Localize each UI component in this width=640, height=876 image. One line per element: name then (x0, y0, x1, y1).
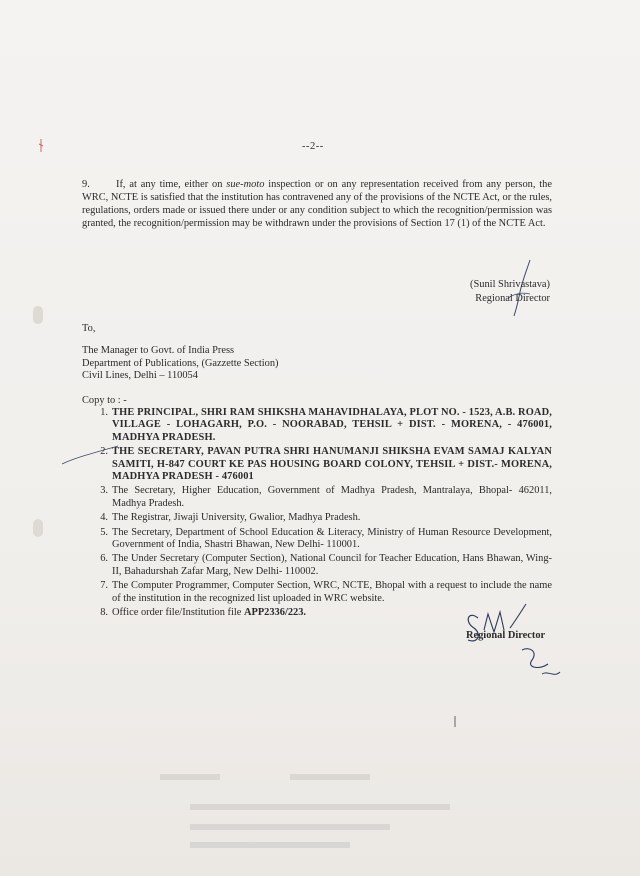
list-item-number: 3. (100, 485, 108, 497)
list-item-text: THE PRINCIPAL, SHRI RAM SHIKSHA MAHAVIDHALAYA, PLOT NO. - 1523, A.B. ROAD, VILLAGE - LOHAGARH, P.O. - NOORABAD, TEHSIL + DIST. - MORENA, - 476001, MADHYA PRADESH. (112, 407, 552, 443)
clause-9 (82, 178, 552, 230)
closing-signatory-title: Regional Director (466, 630, 546, 641)
address-line: Department of Publications, (Gazzette Section) (82, 357, 279, 369)
list-item-text: The Computer Programmer, Computer Section, WRC, NCTE, Bhopal with a request to include the name of the institution in the recognized list uploaded in WRC website. (112, 580, 552, 604)
page-number: --2-- (302, 141, 324, 152)
list-item-number: 2. (100, 446, 108, 458)
margin-mark (450, 714, 460, 730)
list-item (82, 446, 552, 483)
copy-list (82, 407, 552, 622)
clause-number: 9. (82, 179, 90, 190)
copy-to-label: Copy to : - (82, 395, 127, 406)
list-item-number: 6. (100, 553, 108, 565)
address-line: Civil Lines, Delhi – 110054 (82, 370, 198, 381)
list-item-text: The Registrar, Jiwaji University, Gwalior, Madhya Pradesh. (112, 512, 361, 524)
clause-italic-term: sue-moto (226, 179, 265, 190)
to-label: To, (82, 323, 96, 334)
list-item (82, 512, 552, 524)
list-item-number: 7. (100, 580, 108, 592)
list-item-number: 1. (100, 407, 108, 418)
recipient-address (82, 345, 279, 383)
list-item (82, 407, 552, 444)
list-item-number: 4. (100, 512, 108, 524)
clause-text-after: inspection or on any representation received from any person, the WRC, NCTE is satisfied that the institution has contravened any of the provisions of the NCTE Act, or the rules, regulations, orders made or issued there under or any condition subject to which the recognition/permission was granted, the recognition/permission may be withdrawn under the provisions of Section 17 (1) of the NCTE Act. (82, 179, 552, 229)
list-item (82, 527, 552, 552)
list-item-text: The Secretary, Department of School Education & Literacy, Ministry of Human Resource Development, Government of India, Shastri Bhawan, New Delhi- 110001. (112, 526, 552, 551)
bleed-through-texture (160, 760, 580, 870)
signature-block (470, 278, 550, 305)
file-reference: APP2336/223. (243, 607, 307, 619)
margin-pen-stroke (60, 444, 120, 468)
list-item-text-lead: Office order file/Institution file (112, 607, 244, 619)
clause-text-before: If, at any time, either on (116, 179, 227, 190)
signatory-title: Regional Director (475, 292, 550, 304)
signatory-name: (Sunil Shrivastava) (470, 279, 550, 290)
margin-mark (36, 138, 46, 154)
list-item-text: THE SECRETARY, PAVAN PUTRA SHRI HANUMANJI SHIKSHA EVAM SAMAJ KALYAN SAMITI, H-847 COURT KE PAS HOUSING BOARD COLONY, TEHSIL + DIST.- MORENA, MADHYA PRADESH - 476001 (112, 446, 552, 483)
list-item (82, 485, 552, 510)
list-item-number: 8. (100, 607, 108, 619)
address-line: The Manager to Govt. of India Press (82, 345, 235, 356)
list-item-number: 5. (100, 526, 108, 538)
list-item-text: The Secretary, Higher Education, Government of Madhya Pradesh, Mantralaya, Bhopal- 462011, Madhya Pradesh. (112, 485, 552, 509)
list-item-text: The Under Secretary (Computer Section), National Council for Teacher Education, Hans Bhawan, Wing- II, Bahadurshah Zafar Marg, New Delhi- 110002. (112, 553, 552, 577)
list-item (82, 553, 552, 578)
punch-hole-shadow (33, 306, 43, 324)
punch-hole-shadow (33, 519, 43, 537)
handwritten-signature (460, 600, 570, 690)
